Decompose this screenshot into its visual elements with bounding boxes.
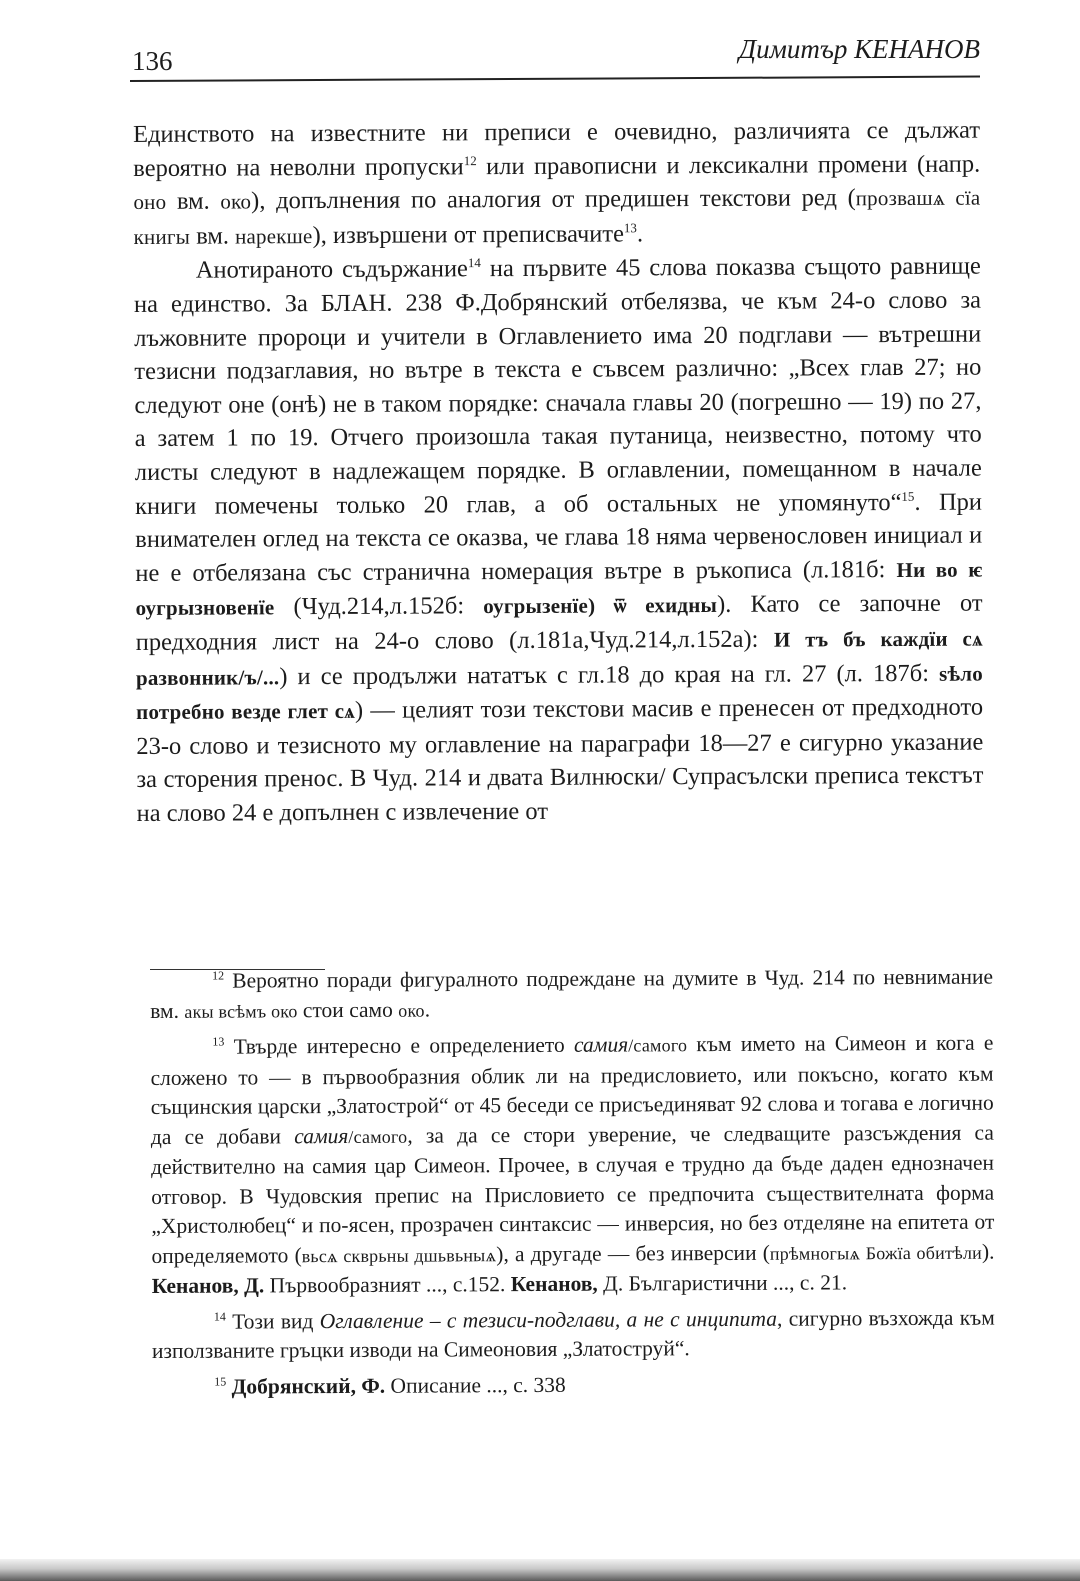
footnotes bbox=[150, 963, 995, 1408]
footnote-number: 14 bbox=[213, 1308, 226, 1324]
church-slavonic-word: оно bbox=[133, 190, 167, 215]
page-number: 136 bbox=[132, 46, 173, 76]
text-run: ). bbox=[981, 1239, 995, 1264]
footnote-15 bbox=[152, 1368, 995, 1402]
text-run: ), извършени от преписвачите bbox=[312, 220, 625, 249]
text-run: ), допълнения по аналогия от предишен текстови ред ( bbox=[251, 184, 856, 215]
scan-edge-shadow bbox=[0, 1559, 1080, 1581]
citation-author: Кенанов, bbox=[510, 1271, 598, 1297]
text-run: Вероятно поради фигуралното подреждане на думите в Чуд. 214 по невнимание вм. bbox=[150, 964, 994, 1023]
text-run: или правописни и лексикални промени (напр. bbox=[476, 150, 981, 180]
church-slavonic-word: око bbox=[220, 189, 252, 214]
church-slavonic-quote: И тъ бъ каждїи сѧ развонник/ъ/... bbox=[135, 626, 983, 690]
church-slavonic-word: нарекше bbox=[234, 223, 313, 249]
citation-author: Кенанов, Д. bbox=[151, 1273, 265, 1298]
text-run: Единството на известните ни преписи е очевидно, различията се дължат вероятно на неволни пропуски bbox=[133, 116, 981, 182]
church-slavonic-word: око bbox=[398, 1000, 425, 1021]
text-run: Твърде интересно е определението bbox=[224, 1032, 575, 1059]
text-run: към името на Симеон и кога е сложено то — в първообразния облик ли на предисловието, или покъсно, когато към същинския царски „Златострой“ от 45 беседи се присъединяват 92 слова и тогава е логично да се добави bbox=[150, 1030, 994, 1149]
church-slavonic-phrase: прѣмногыѧ Божїа обитѣли bbox=[769, 1242, 983, 1264]
text-run: . bbox=[424, 997, 431, 1022]
church-slavonic-phrase: акы всѣмъ око bbox=[184, 1000, 298, 1022]
text-run: вм. bbox=[166, 187, 221, 216]
text-run: , за да се стори уверение, че следващите разсъждения са действително на самия цар Симеон. Прочее, в случая е трудно да бъде даден еднозначен отговор. В Чудовския препис на Присловието се предпочита съществителната форма „Христолюбец“ и по-ясен, прозрачен синтаксис — инверсия, но без отделяне на епитета от определяемото ( bbox=[150, 1120, 995, 1268]
church-slavonic-quote: ѕѣло потребно везде глет сѧ bbox=[136, 661, 983, 725]
text-run: стои само bbox=[297, 997, 399, 1022]
footnote-number: 13 bbox=[212, 1034, 225, 1049]
footnote-ref-12[interactable]: 12 bbox=[463, 152, 477, 168]
text-run: ) — целият този текстови масив е пренесен от предходното 23-о слово и тезисното му оглавление на параграфи 18—27 е сигурно указание за сторения пренос. В Чуд. 214 и двата Вилнюски/ Супрасълски преписа текстът на слово 24 е допълнен с извлечение от bbox=[136, 693, 984, 827]
footnote-ref-14[interactable]: 14 bbox=[467, 255, 481, 271]
text-run: ). Като се започне от предходния лист на 24-о слово (л.181а,Чуд.214,л.152а): bbox=[135, 589, 983, 656]
footnote-13 bbox=[150, 1029, 994, 1302]
text-run: Първообразният ..., с.152. bbox=[264, 1272, 511, 1298]
footnote-number: 15 bbox=[214, 1373, 227, 1389]
text-run: на първите 45 слова показва същото равнище на единство. За БЛАН. 238 Ф.Добрянский отбелязва, че към 24-о слово за лъжовните пророци и учители в Оглавлението има 20 подглави — вътрешни тезисни подзаглавия, но вътре в текста е съвсем различно: „Всех глав 27; но следуют оне (онѣ) не в таком порядке: сначала главы 20 (погрешно — 19) по 27, а затем 1 по 19. Отчего произошла такая путаница, неизвестно, потому что листы следуют в надлежащем порядке. В оглавлении, помещанном в начале книги помечены только 20 глав, а об остальных не упомянуто“ bbox=[133, 252, 982, 520]
text-run: Описание ..., с. 338 bbox=[385, 1372, 566, 1398]
footnote-ref-15[interactable]: 15 bbox=[901, 488, 915, 504]
text-run: . При внимателен оглед на текста се оказва, че глава 18 няма червенословен инициал и не е отбелязана със странична номерация вътре в ръкописа (л.181б: bbox=[135, 488, 983, 587]
footnote-14 bbox=[152, 1303, 995, 1366]
paragraph-2 bbox=[134, 250, 984, 831]
footnote-number: 12 bbox=[212, 968, 225, 983]
text-run: (Чуд.214,л.152б: bbox=[274, 592, 484, 621]
church-slavonic-quote: Ни во ѥ оугрызновенїе bbox=[135, 557, 983, 621]
church-slavonic-word: /самого bbox=[348, 1126, 408, 1147]
citation-author: Добрянский, Ф. bbox=[226, 1373, 386, 1399]
page-header bbox=[130, 28, 980, 78]
church-slavonic-word: /самого bbox=[628, 1035, 688, 1056]
church-slavonic-phrase: прозвашѧ сїа книгы bbox=[133, 185, 981, 249]
main-text bbox=[133, 114, 984, 831]
italic-term: самия bbox=[573, 1032, 629, 1057]
text-run: ) и се продължи нататък с гл.18 до края на гл. 27 (л. 187б: bbox=[279, 659, 940, 690]
paragraph-1 bbox=[133, 114, 981, 255]
italic-term: Оглавление – с тезиси-подглави, а не с инципита bbox=[319, 1306, 778, 1333]
footnote-ref-13[interactable]: 13 bbox=[623, 219, 637, 236]
text-run: , сигурно възхожда към използваните гръцки изводи на Симеоновия „Златоструй“. bbox=[151, 1305, 995, 1363]
italic-term: самия bbox=[294, 1123, 349, 1148]
text-run: Анотираното съдържание bbox=[195, 255, 468, 285]
text-run: Д. Българистични ..., с. 21. bbox=[597, 1270, 848, 1296]
text-run: Този вид bbox=[225, 1308, 320, 1334]
church-slavonic-quote: оугрызенїе) ѿ ехидны bbox=[483, 593, 718, 619]
text-run: вм. bbox=[189, 222, 236, 250]
footnote-12 bbox=[150, 963, 993, 1027]
text-run: . bbox=[636, 220, 644, 248]
text-run: ), а другаде — без инверсии ( bbox=[496, 1240, 770, 1266]
running-head-author: Димитър КЕНАНОВ bbox=[738, 34, 980, 64]
church-slavonic-phrase: вьсѧ скврьны дшьвьныѧ bbox=[301, 1244, 497, 1266]
